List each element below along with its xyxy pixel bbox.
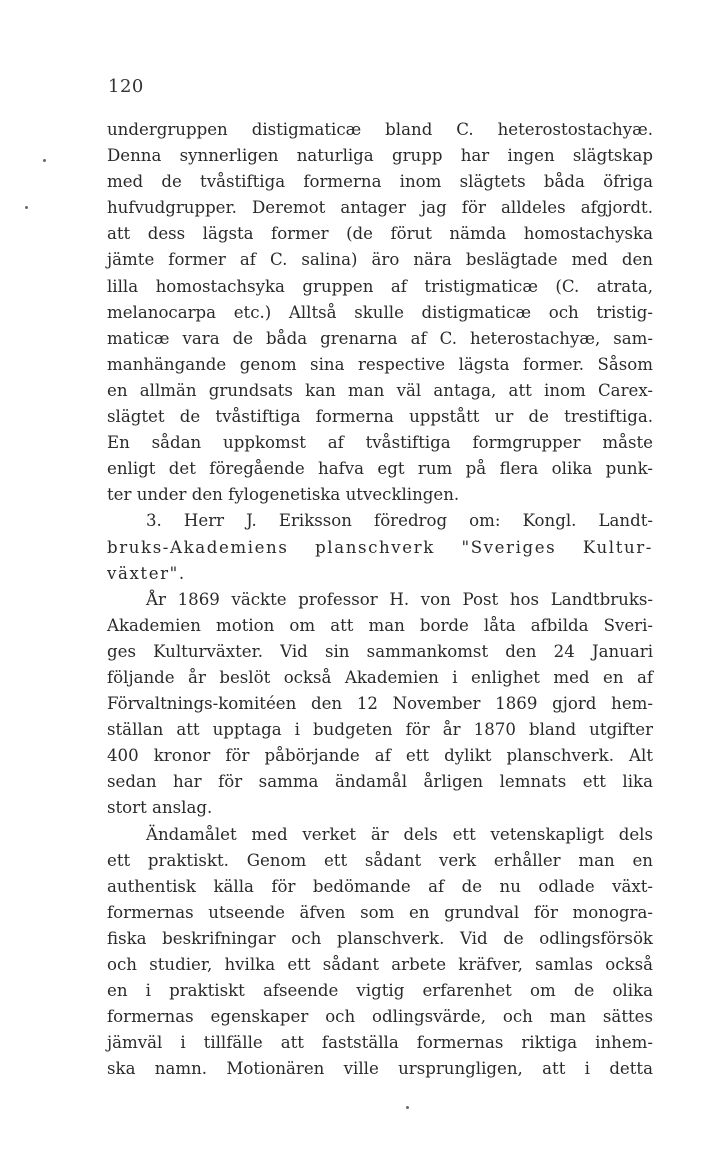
section-heading-line: växter". [107, 563, 186, 583]
text-line: enligt det föregående hafva egt rum på flera olika punk- [107, 459, 653, 479]
text-line: slägtet de tvåstiftiga formerna uppstått ur de trestiftiga. [107, 407, 653, 427]
text-line: en i praktiskt afseende vigtig erfarenhet om de olika [107, 981, 653, 1001]
text-line: formernas egenskaper och odlingsvärde, och man sättes [107, 1007, 653, 1027]
text-line: en allmän grundsats kan man väl antaga, att inom Carex- [107, 380, 653, 400]
body-text [107, 117, 653, 1082]
section-heading-line: 3. Herr J. Eriksson föredrog om: Kongl. Landt- [146, 511, 653, 531]
text-line: hufvudgrupper. Deremot antager jag för alldeles afgjordt. [107, 198, 653, 218]
text-line: med de tvåstiftiga formerna inom slägtets båda öfriga [107, 172, 653, 192]
text-line: ett praktiskt. Genom ett sådant verk erhåller man en [107, 850, 653, 870]
text-line: Förvaltnings-komitéen den 12 November 1869 gjord hem- [107, 694, 653, 714]
page-number: 120 [108, 76, 144, 97]
text-line: 400 kronor för påbörjande af ett dylikt planschverk. Alt [107, 746, 653, 766]
text-line: melanocarpa etc.) Alltså skulle distigmaticæ och tristig- [107, 302, 653, 322]
text-line: Denna synnerligen naturliga grupp har ingen slägtskap [107, 146, 653, 166]
text-line: authentisk källa för bedömande af de nu odlade växt- [107, 876, 653, 896]
text-line: att dess lägsta former (de förut nämda homostachyska [107, 224, 653, 244]
text-line: fiska beskrifningar och planschverk. Vid de odlingsförsök [107, 928, 653, 948]
text-line: ges Kulturväxter. Vid sin sammankomst den 24 Januari [107, 641, 653, 661]
print-speck [43, 159, 46, 162]
text-line: manhängande genom sina respective lägsta former. Såsom [107, 354, 653, 374]
section-heading-line: bruks-Akademiens planschverk "Sveriges Kultur- [107, 537, 653, 557]
print-speck [406, 1106, 409, 1109]
text-line: stort anslag. [107, 798, 213, 818]
text-line: sedan har för samma ändamål årligen lemnats ett lika [107, 772, 653, 792]
text-line: jämte former af C. salina) äro nära beslägtade med den [107, 250, 653, 270]
text-line: undergruppen distigmaticæ bland C. heterostostachyæ. [107, 120, 653, 139]
text-line: jämväl i tillfälle att fastställa formernas riktiga inhem- [107, 1033, 653, 1053]
print-speck [25, 206, 28, 209]
text-line: formernas utseende äfven som en grundval för monogra- [107, 902, 653, 922]
text-line: Ändamålet med verket är dels ett vetenskapligt dels [146, 824, 653, 844]
text-line: och studier, hvilka ett sådant arbete kräfver, samlas också [107, 955, 653, 974]
text-line: Akademien motion om att man borde låta afbilda Sveri- [107, 615, 653, 635]
text-line: följande år beslöt också Akademien i enlighet med en af [107, 667, 653, 687]
text-line: lilla homostachsyka gruppen af tristigmaticæ (C. atrata, [107, 276, 653, 296]
text-line: ställan att upptaga i budgeten för år 1870 bland utgifter [107, 720, 653, 740]
text-line: maticæ vara de båda grenarna af C. heterostachyæ, sam- [107, 328, 653, 348]
text-line: ska namn. Motionären ville ursprungligen, att i detta [107, 1059, 653, 1079]
text-line: En sådan uppkomst af tvåstiftiga formgrupper måste [107, 433, 653, 453]
text-line: ter under den fylogenetiska utvecklingen. [107, 485, 460, 505]
text-line: År 1869 väckte professor H. von Post hos Landtbruks- [146, 589, 653, 609]
